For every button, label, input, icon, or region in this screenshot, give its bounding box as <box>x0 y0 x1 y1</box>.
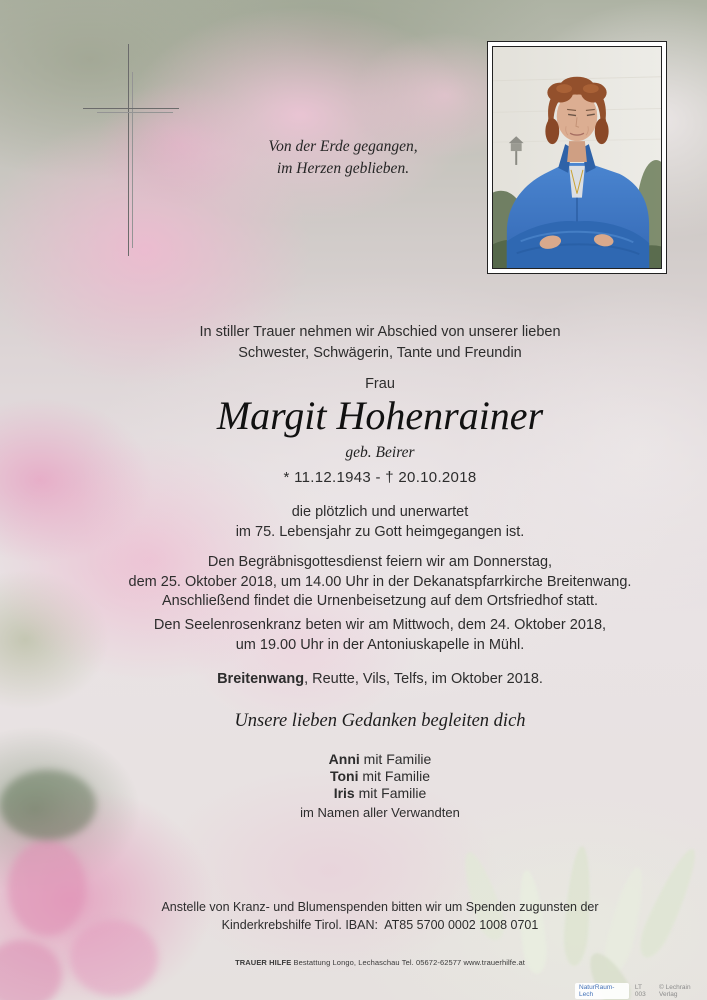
rosary-info <box>54 615 706 655</box>
list-item <box>54 785 706 802</box>
maiden-name: geb. Beirer <box>345 444 415 461</box>
donation-request <box>54 899 706 934</box>
funeral-line-2: dem 25. Oktober 2018, um 14.00 Uhr in der Dekanatspfarrkirche Breitenwang. <box>128 573 632 590</box>
intro-line-2: Schwester, Schwägerin, Tante und Freundin <box>238 345 522 361</box>
funeral-home-details: Bestattung Longo, Lechaschau Tel. 05672-62577 www.trauerhilfe.at <box>291 958 525 967</box>
deceased-name: Margit Hohenrainer <box>216 393 544 438</box>
donation-line-2: Kinderkrebshilfe Tirol. IBAN: AT85 5700 0002 1008 0701 <box>221 917 539 932</box>
funeral-line-3: Anschließend findet die Urnenbeisetzung auf dem Ortsfriedhof statt. <box>161 593 599 609</box>
funeral-service-info <box>54 553 706 612</box>
epitaph-quote <box>237 136 449 180</box>
portrait-photo-inner-frame <box>492 46 662 269</box>
mourners-list <box>54 751 706 821</box>
cross-icon <box>83 44 179 258</box>
epitaph-line-2: im Herzen geblieben. <box>276 160 410 177</box>
death-line-2: im 75. Lebensjahr zu Gott heimgegangen ist. <box>235 524 525 540</box>
mourner-suffix: mit Familie <box>354 785 427 801</box>
funeral-home-line <box>54 958 706 967</box>
list-item <box>54 751 706 768</box>
epitaph-line-1: Von der Erde gegangen, <box>268 138 418 155</box>
mourner-suffix: mit Familie <box>358 768 431 784</box>
print-credits <box>575 983 707 999</box>
mourner-name: Iris <box>333 785 355 801</box>
salutation: Frau <box>365 376 395 392</box>
mourner-name: Anni <box>328 751 360 767</box>
death-line-1: die plötzlich und unerwartet <box>291 504 469 520</box>
mourner-suffix: mit Familie <box>359 751 432 767</box>
death-statement <box>54 502 706 542</box>
intro-line-1: In stiller Trauer nehmen wir Abschied von unserer lieben <box>199 324 561 340</box>
credit-copyright: © Lechrain Verlag <box>659 984 691 998</box>
flower-petal <box>0 940 62 1000</box>
portrait-illustration <box>493 47 661 268</box>
mourners-closing: im Namen aller Verwandten <box>300 805 460 820</box>
credit-badge: NaturRaum-Lech <box>575 983 629 999</box>
donation-line-1: Anstelle von Kranz- und Blumenspenden bitten wir um Spenden zugunsten der <box>161 900 599 914</box>
rosary-line-1: Den Seelenrosenkranz beten wir am Mittwoch, dem 24. Oktober 2018, <box>153 617 607 633</box>
rosary-line-2: um 19.00 Uhr in der Antoniuskapelle in Mühl. <box>235 637 525 653</box>
list-item <box>54 768 706 785</box>
announcement-intro <box>54 322 706 364</box>
birth-death-dates: * 11.12.1943 - † 20.10.2018 <box>283 469 477 486</box>
mourner-name: Toni <box>329 768 359 784</box>
credit-code: LT 003 <box>634 984 646 998</box>
funeral-home-name: TRAUER HILFE <box>235 958 292 967</box>
portrait-photo <box>487 41 667 274</box>
places-date-line <box>54 670 706 690</box>
funeral-line-1: Den Begräbnisgottesdienst feiern wir am Donnerstag, <box>207 554 553 570</box>
places-rest: , Reutte, Vils, Telfs, im Oktober 2018. <box>304 671 543 687</box>
farewell-sentence: Unsere lieben Gedanken begleiten dich <box>234 711 526 731</box>
places-bold: Breitenwang <box>217 671 305 687</box>
